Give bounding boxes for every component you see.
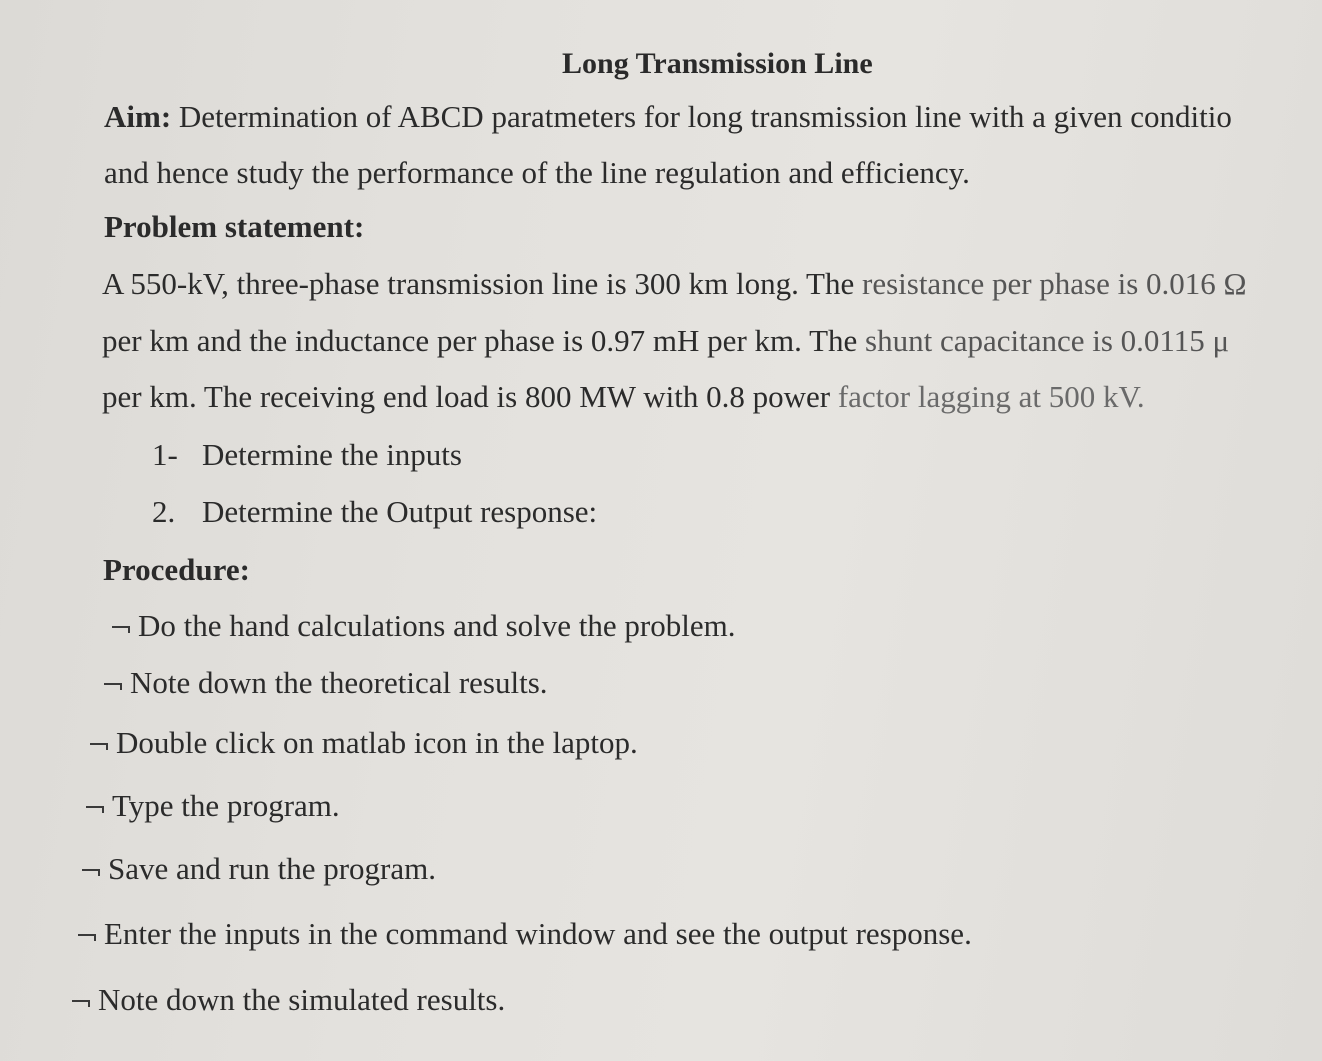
procedure-heading: Procedure: [103,552,250,587]
step-text: Note down the simulated results. [98,982,506,1017]
bullet-icon [90,741,108,751]
bullet-icon [104,681,122,691]
procedure-step-1 [112,606,735,646]
bullet-icon [78,932,96,942]
step-text: Do the hand calculations and solve the problem. [138,608,736,643]
problem-heading: Problem statement: [104,209,365,244]
aim-label: Aim: [104,99,172,134]
problem-line-1 [102,264,1247,304]
bullet-icon [86,804,104,814]
problem-line-2-start: per km and the inductance per phase is 0.97 mH per km. The [102,323,866,358]
procedure-step-3 [90,723,638,763]
problem-line-1-end: resistance per phase is 0.016 Ω [862,266,1247,301]
problem-line-2-end: shunt capacitance is 0.0115 μ [865,323,1230,358]
procedure-step-4 [86,786,340,826]
aim-line-1 [104,97,1232,137]
step-text: Type the program. [112,788,340,823]
problem-line-3 [102,377,1145,417]
bullet-icon [112,624,130,634]
step-text: Enter the inputs in the command window and see the output response. [104,916,972,951]
bullet-icon [72,998,90,1008]
problem-line-3-start: per km. The receiving end load is 800 MW with 0.8 power [102,379,838,414]
step-text: Double click on matlab icon in the laptop. [116,725,638,760]
document-title: Long Transmission Line [562,47,873,80]
step-text: Save and run the program. [108,851,436,886]
problem-item-2 [152,492,597,532]
aim-line-2: and hence study the performance of the line regulation and efficiency. [104,155,970,190]
procedure-step-2 [104,663,548,703]
bullet-icon [82,867,100,877]
procedure-step-5 [82,849,436,889]
item-text: Determine the inputs [202,437,462,472]
item-text: Determine the Output response: [202,494,598,529]
problem-line-1-start: A 550-kV, three-phase transmission line is 300 km long. The [102,266,862,301]
problem-line-2 [102,321,1229,361]
procedure-step-6 [78,914,972,954]
aim-text-1: Determination of ABCD paratmeters for long transmission line with a given conditio [178,99,1232,134]
item-number: 1- [152,437,178,472]
step-text: Note down the theoretical results. [130,665,548,700]
problem-item-1 [152,435,462,475]
problem-line-3-end: factor lagging at 500 kV. [837,379,1145,414]
procedure-step-7 [72,980,505,1020]
item-number: 2. [152,494,176,529]
